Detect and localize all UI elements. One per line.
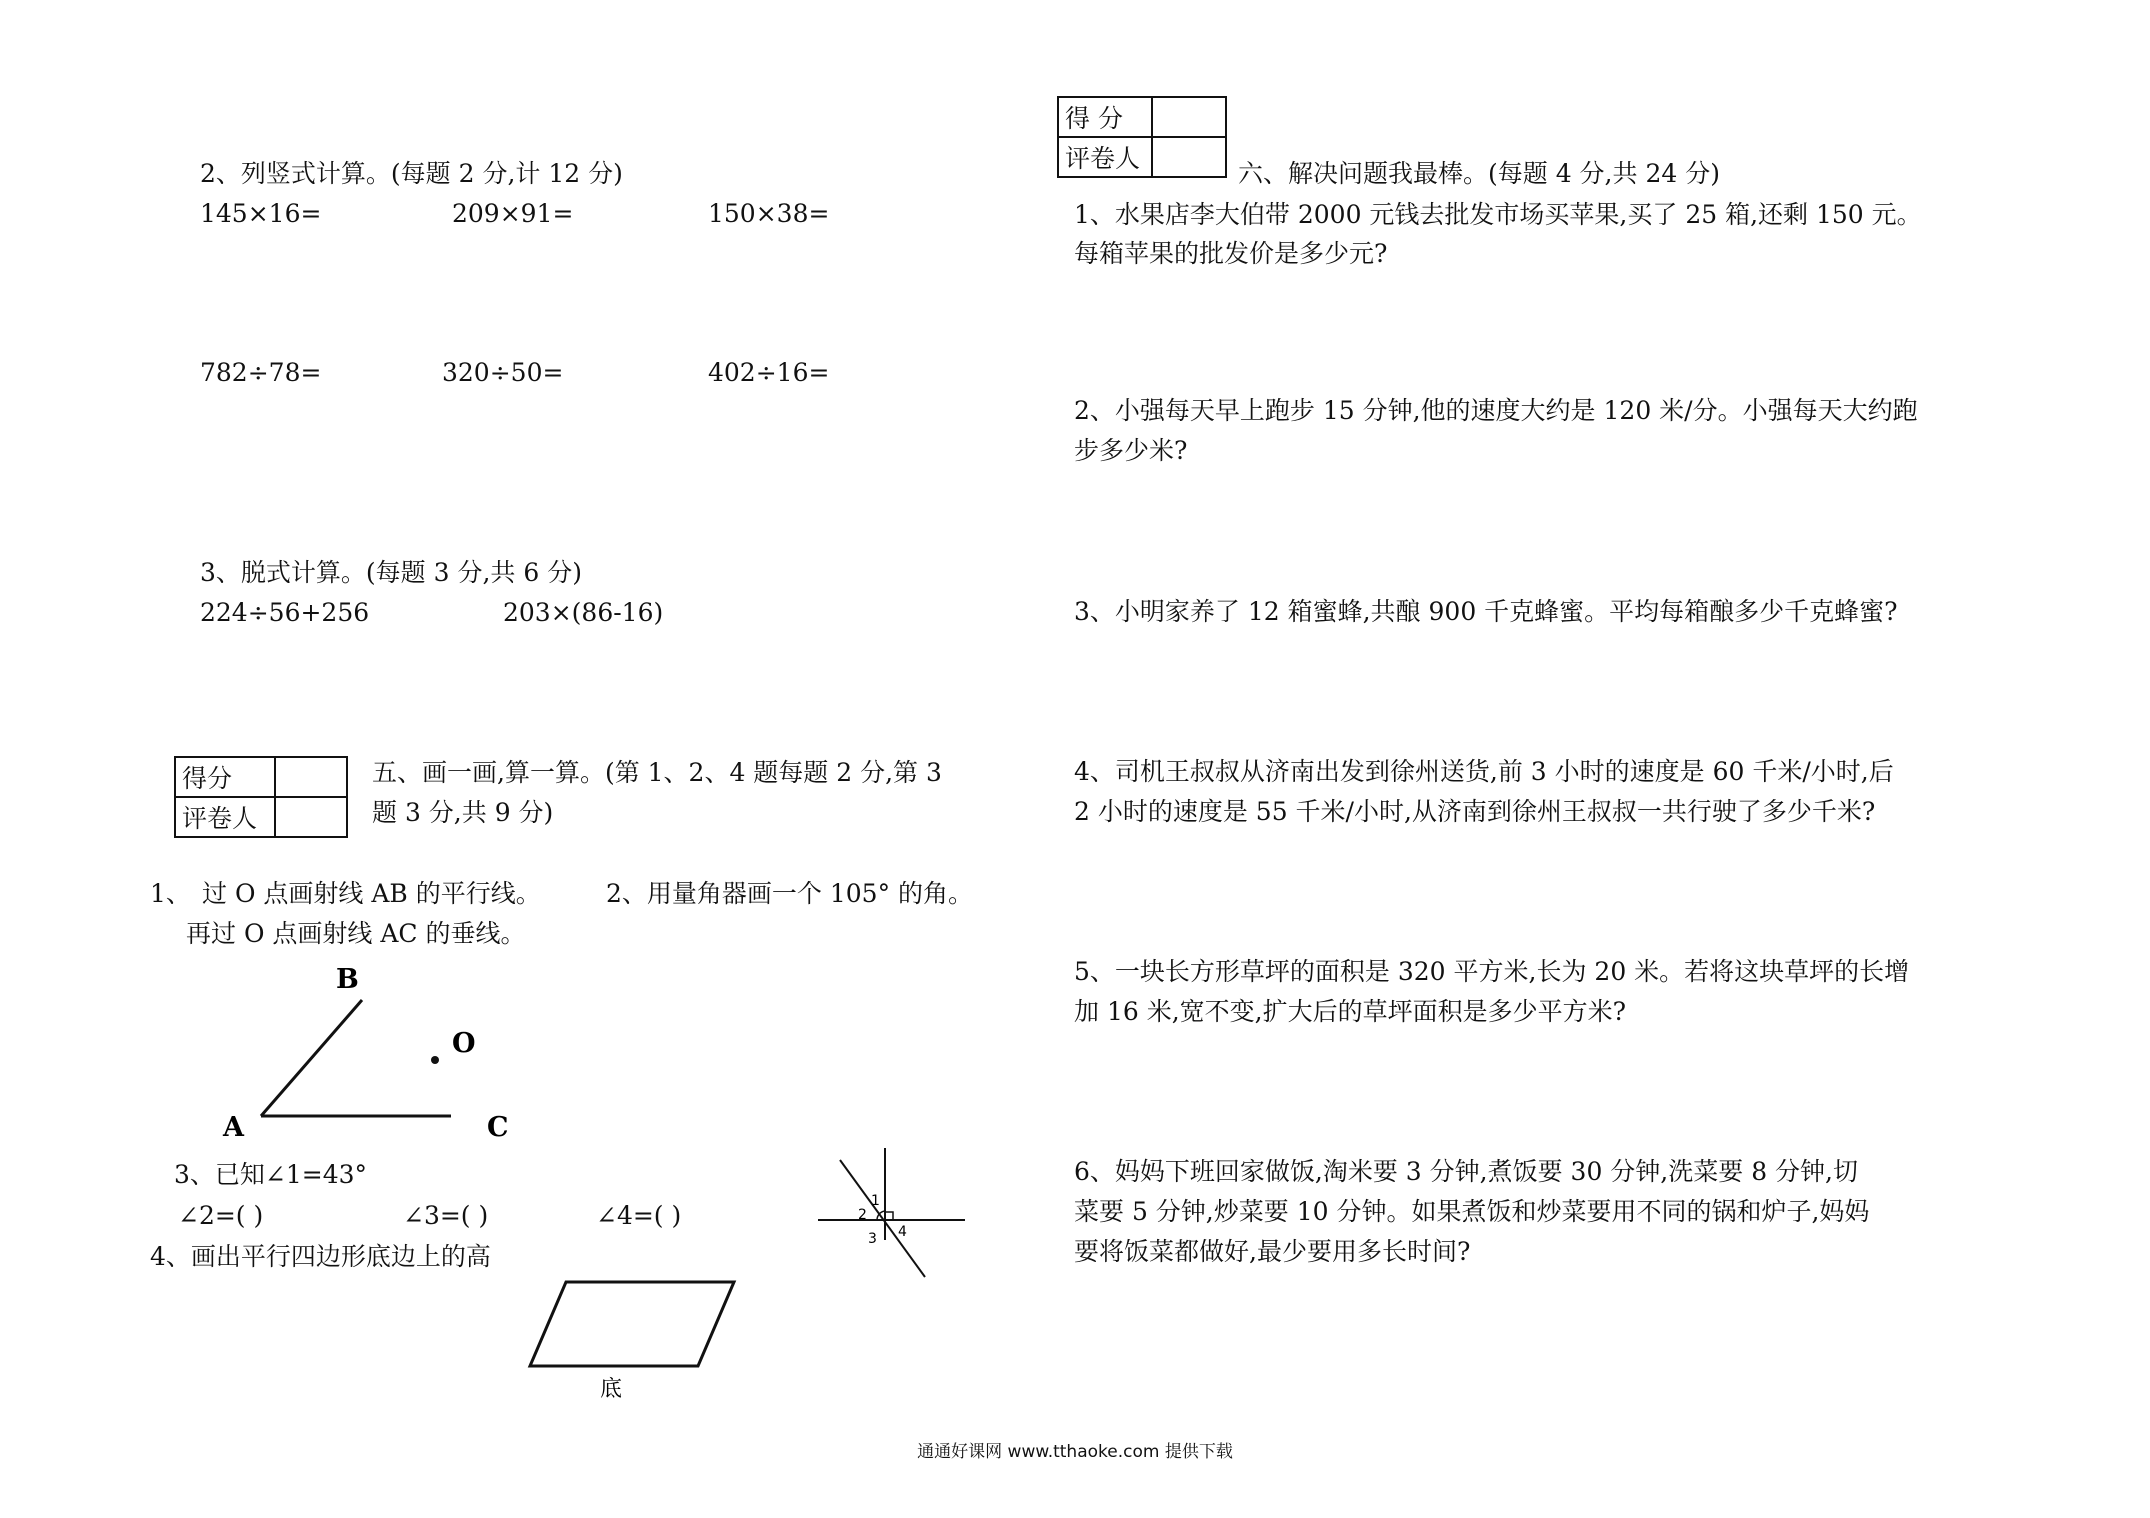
section2-title: 2、列竖式计算。(每题 2 分,计 12 分) <box>200 159 623 188</box>
problem4-line1: 4、司机王叔叔从济南出发到徐州送货,前 3 小时的速度是 60 千米/小时,后 <box>1074 757 1894 786</box>
angle-label-3: 3 <box>868 1231 877 1247</box>
angle-blank: ∠3=( ) <box>403 1201 489 1230</box>
grader-label: 评卷人 <box>1058 137 1152 177</box>
score-label: 得分 <box>175 757 275 797</box>
parallelogram-figure <box>530 1282 734 1402</box>
label-o: O <box>452 1028 476 1059</box>
question3-title: 3、已知∠1=43° <box>174 1160 368 1189</box>
label-c: C <box>487 1112 509 1143</box>
label-b: B <box>336 964 359 995</box>
problem1-line1: 1、水果店李大伯带 2000 元钱去批发市场买苹果,买了 25 箱,还剩 150 元。 <box>1074 200 1922 229</box>
calc-item: 145×16= <box>200 199 322 228</box>
section3-title: 3、脱式计算。(每题 3 分,共 6 分) <box>200 558 582 587</box>
question1-line1: 过 O 点画射线 AB 的平行线。 <box>202 879 541 908</box>
score-box-right <box>1057 96 1227 178</box>
calc-item: 402÷16= <box>708 358 830 387</box>
problem6-line1: 6、妈妈下班回家做饭,淘米要 3 分钟,煮饭要 30 分钟,洗菜要 8 分钟,切 <box>1074 1157 1858 1186</box>
label-a: A <box>223 1112 244 1143</box>
score-label: 得 分 <box>1058 97 1152 137</box>
base-label: 底 <box>600 1377 623 1402</box>
angle-blank: ∠2=( ) <box>178 1201 264 1230</box>
angle-figure <box>818 1148 965 1277</box>
grader-label: 评卷人 <box>175 797 275 837</box>
question1-line2: 再过 O 点画射线 AC 的垂线。 <box>186 919 526 948</box>
ray-ab <box>261 1000 362 1116</box>
calc-item: 209×91= <box>452 199 574 228</box>
problem2-line1: 2、小强每天早上跑步 15 分钟,他的速度大约是 120 米/分。小强每天大约跑 <box>1074 396 1918 425</box>
angle-label-1: 1 <box>871 1193 880 1209</box>
problem5-line2: 加 16 米,宽不变,扩大后的草坪面积是多少平方米? <box>1074 997 1627 1026</box>
angle-blank: ∠4=( ) <box>596 1201 682 1230</box>
angle-label-2: 2 <box>858 1207 867 1223</box>
footer: 通通好课网 www.tthaoke.com 提供下载 <box>917 1442 1233 1462</box>
score-cell[interactable] <box>1152 97 1226 137</box>
calc-item: 782÷78= <box>200 358 322 387</box>
angle-label-4: 4 <box>898 1224 907 1240</box>
calc-item: 224÷56+256 <box>200 598 370 627</box>
ray-figure <box>222 964 509 1143</box>
parallelogram <box>530 1282 734 1366</box>
problem4-line2: 2 小时的速度是 55 千米/小时,从济南到徐州王叔叔一共行驶了多少千米? <box>1074 797 1876 826</box>
grader-cell[interactable] <box>1152 137 1226 177</box>
diagonal-line <box>840 1160 925 1277</box>
calc-item: 203×(86-16) <box>503 598 664 627</box>
question1-number: 1、 <box>150 879 191 908</box>
problem6-line2: 菜要 5 分钟,炒菜要 10 分钟。如果煮饭和炒菜要用不同的锅和炉子,妈妈 <box>1074 1197 1870 1226</box>
section5-title-line1: 五、画一画,算一算。(第 1、2、4 题每题 2 分,第 3 <box>372 758 942 787</box>
point-o <box>431 1056 439 1064</box>
question2: 2、用量角器画一个 105° 的角。 <box>606 879 974 908</box>
section6-title: 六、解决问题我最棒。(每题 4 分,共 24 分) <box>1238 159 1720 188</box>
calc-item: 320÷50= <box>442 358 564 387</box>
problem2-line2: 步多少米? <box>1074 436 1188 465</box>
problem5-line1: 5、一块长方形草坪的面积是 320 平方米,长为 20 米。若将这块草坪的长增 <box>1074 957 1910 986</box>
problem1-line2: 每箱苹果的批发价是多少元? <box>1074 239 1388 268</box>
right-angle-mark <box>885 1212 893 1220</box>
calc-item: 150×38= <box>708 199 830 228</box>
section5-title-line2: 题 3 分,共 9 分) <box>372 798 554 827</box>
question4: 4、画出平行四边形底边上的高 <box>150 1242 491 1271</box>
problem6-line3: 要将饭菜都做好,最少要用多长时间? <box>1074 1237 1471 1266</box>
problem3-line1: 3、小明家养了 12 箱蜜蜂,共酿 900 千克蜂蜜。平均每箱酿多少千克蜂蜜? <box>1074 597 1898 626</box>
